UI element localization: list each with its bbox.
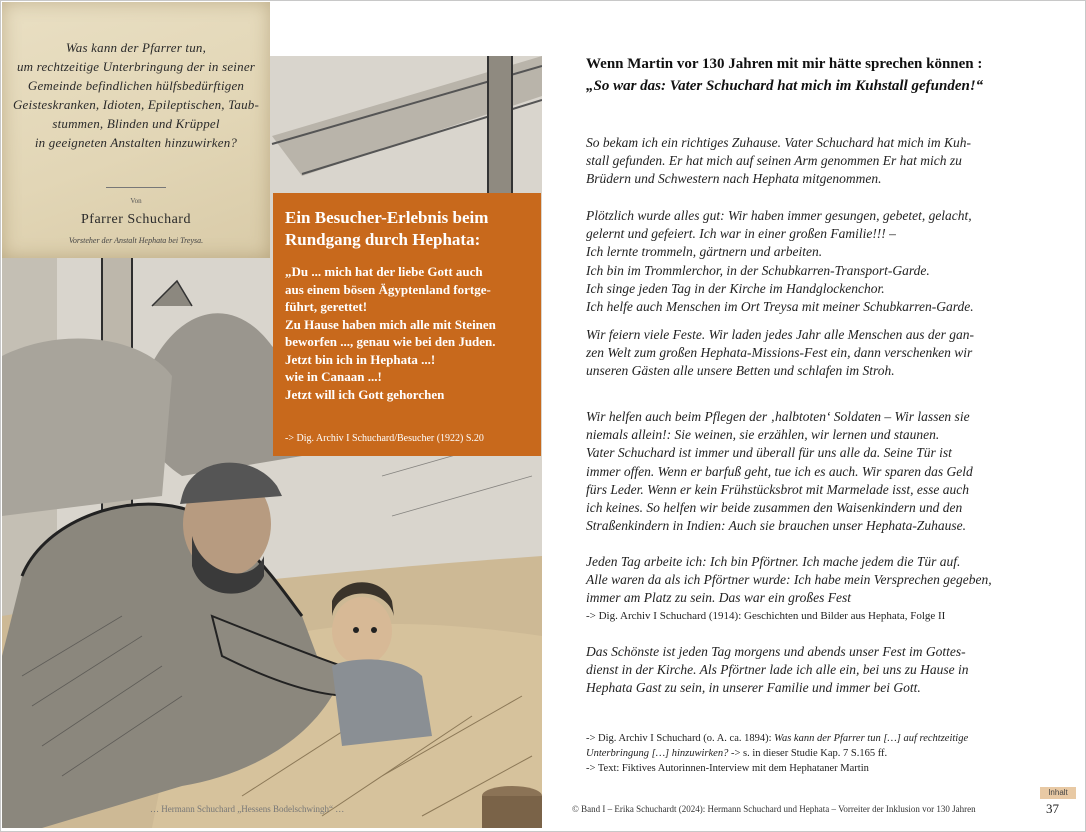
page-heading: Wenn Martin vor 130 Jahren mit mir hätte sprechen können : — [586, 56, 983, 72]
scan-title-line: in geeigneten Anstalten hinzuwirken? — [34, 135, 238, 150]
paragraph-line: So bekam ich ein richtiges Zuhause. Vater Schuchard hat mich im Kuh- — [586, 135, 971, 150]
scan-title — [12, 38, 260, 152]
paragraph-line: stall gefunden. Er hat mich auf seinen Arm genommen Er hat mich zu — [586, 153, 962, 169]
quote-line: aus einem bösen Ägyptenland fortge- — [285, 281, 491, 297]
quote-line: Jetzt will ich Gott gehorchen — [285, 386, 445, 402]
visitor-quote-box — [273, 193, 541, 456]
note-prefix: -> Dig. Archiv I Schuchard (o. A. ca. 1894): — [586, 733, 775, 744]
inhalt-link-button[interactable]: Inhalt — [1040, 787, 1076, 799]
scan-divider — [106, 187, 166, 188]
quote-heading-line: Rundgang durch Hephata: — [285, 230, 481, 249]
paragraph-line: Ich helfe auch Menschen im Ort Treysa mit meiner Schubkarren-Garde. — [586, 299, 974, 315]
paragraph-source: -> Dig. Archiv I Schuchard (1914): Geschichten und Bilder aus Hephata, Folge II — [586, 609, 946, 622]
paragraph-line: Straßenkindern in Indien: Auch sie brauchen unser Hephata-Zuhause. — [586, 518, 966, 534]
paragraph-line: ich keines. So helfen wir beide zusammen den Waisenkindern und den — [586, 500, 963, 516]
paragraph-line: Ich bin im Trommlerchor, in der Schubkarren-Transport-Garde. — [586, 262, 930, 278]
quote-line: „Du ... mich hat der liebe Gott auch — [285, 264, 483, 279]
quote-line: wie in Canaan ...! — [285, 369, 382, 384]
scan-title-line: Gemeinde befindlichen hülfsbedürftigen — [27, 78, 245, 93]
quote-source: -> Dig. Archiv I Schuchard/Besucher (1922) S.20 — [285, 433, 484, 444]
paragraph-4 — [586, 408, 1038, 535]
quote-line: Jetzt bin ich in Hephata ...! — [285, 351, 436, 367]
scan-author: Pfarrer Schuchard — [81, 212, 191, 227]
page-subheading: „So war das: Vater Schuchard hat mich im Kuhstall gefunden!“ — [586, 78, 984, 94]
note-title: Was kann der Pfarrer tun […] auf rechtzeitige — [774, 733, 969, 744]
paragraph-line: Alle waren da als ich Pförtner wurde: Ich habe mein Versprechen gegeben, — [586, 572, 992, 588]
paragraph-line: Brüdern und Schwestern nach Hephata mitgenommen. — [586, 171, 882, 187]
note-line-2 — [586, 746, 1038, 761]
paragraph-line: Ich lernte trommeln, gärtnern und arbeiten. — [586, 244, 823, 260]
source-notes — [586, 731, 1038, 776]
paragraph-line: immer am Platz zu sein. Das war ein großes Fest — [586, 590, 851, 606]
scan-subtitle: Vorsteher der Anstalt Hephata bei Treysa. — [68, 236, 204, 245]
paragraph-line: unseren Gästen alle unsere Betten und schlafen im Stroh. — [586, 363, 895, 379]
paragraph-line: Wir helfen auch beim Pflegen der ‚halbtoten‘ Soldaten – Wir lassen sie — [586, 409, 970, 424]
quote-text — [285, 263, 529, 403]
page-number: 37 — [1046, 801, 1059, 816]
paragraph-line: immer offen. Wenn er barfuß geht, tue ich es auch. Wir sparen das Geld — [586, 463, 973, 479]
paragraph-line: Jeden Tag arbeite ich: Ich bin Pförtner. Ich mache jedem die Tür auf. — [586, 554, 961, 569]
paragraph-2 — [586, 207, 1038, 316]
quote-line: Zu Hause haben mich alle mit Steinen — [285, 316, 496, 332]
paragraph-5 — [586, 553, 1038, 624]
paragraph-line: Vater Schuchard ist immer und überall für uns alle da. Seine Tür ist — [586, 445, 952, 461]
paragraph-line: Das Schönste ist jeden Tag morgens und abends unser Fest im Gottes- — [586, 644, 966, 659]
note-line-1 — [586, 731, 1038, 746]
quote-line: führt, gerettet! — [285, 299, 368, 314]
paragraph-3 — [586, 326, 1038, 381]
quote-line: beworfen ..., genau wie bei den Juden. — [285, 334, 496, 349]
paragraph-6 — [586, 643, 1038, 698]
note-line-3: -> Text: Fiktives Autorinnen-Interview mit dem Hephataner Martin — [586, 763, 869, 774]
paragraph-line: gelernt und gefeiert. Ich war in einer großen Familie!!! – — [586, 226, 896, 242]
scan-title-line: Was kann der Pfarrer tun, — [65, 40, 207, 55]
paragraph-line: Wir feiern viele Feste. Wir laden jedes Jahr alle Menschen aus der gan- — [586, 327, 975, 342]
note-title-cont: Unterbringung […] hinzuwirken? — [586, 748, 729, 759]
paragraph-line: Ich singe jeden Tag in der Kirche im Handglockenchor. — [586, 280, 885, 296]
paragraph-line: niemals allein!: Sie weinen, sie erzählen, wir lernen und staunen. — [586, 427, 940, 443]
illustration-caption: … Hermann Schuchard „Hessens Bodelschwingh“ … — [150, 804, 345, 814]
page-footer: © Band I – Erika Schuchardt (2024): Hermann Schuchard und Hephata – Vorreiter der Inklusion vor 130 Jahren — [572, 804, 976, 814]
quote-heading — [285, 207, 529, 251]
scan-title-line: um rechtzeitige Unterbringung der in seiner — [16, 59, 256, 74]
paragraph-1 — [586, 134, 1038, 189]
paragraph-line: Hephata Gast zu sein, in unserer Familie und immer bei Gott. — [586, 680, 921, 696]
scan-title-line: stummen, Blinden und Krüppel — [52, 116, 220, 131]
paragraph-line: Plötzlich wurde alles gut: Wir haben immer gesungen, gebetet, gelacht, — [586, 208, 972, 223]
scan-von: Von — [130, 197, 142, 205]
paragraph-line: dienst in der Kirche. Als Pförtner lade ich alle ein, bei uns zu Hause in — [586, 662, 969, 678]
scanned-title-page — [2, 2, 270, 258]
quote-heading-line: Ein Besucher-Erlebnis beim — [285, 208, 489, 227]
scan-title-line: Geisteskranken, Idioten, Epileptischen, Taub- — [12, 97, 260, 112]
note-reference: -> s. in dieser Studie Kap. 7 S.165 ff. — [728, 748, 888, 759]
paragraph-line: zen Welt zum großen Hephata-Missions-Fest ein, dann verschenken wir — [586, 345, 973, 361]
paragraph-line: fürs Leder. Wenn er kein Frühstücksbrot mit Marmelade isst, esse auch — [586, 481, 969, 497]
